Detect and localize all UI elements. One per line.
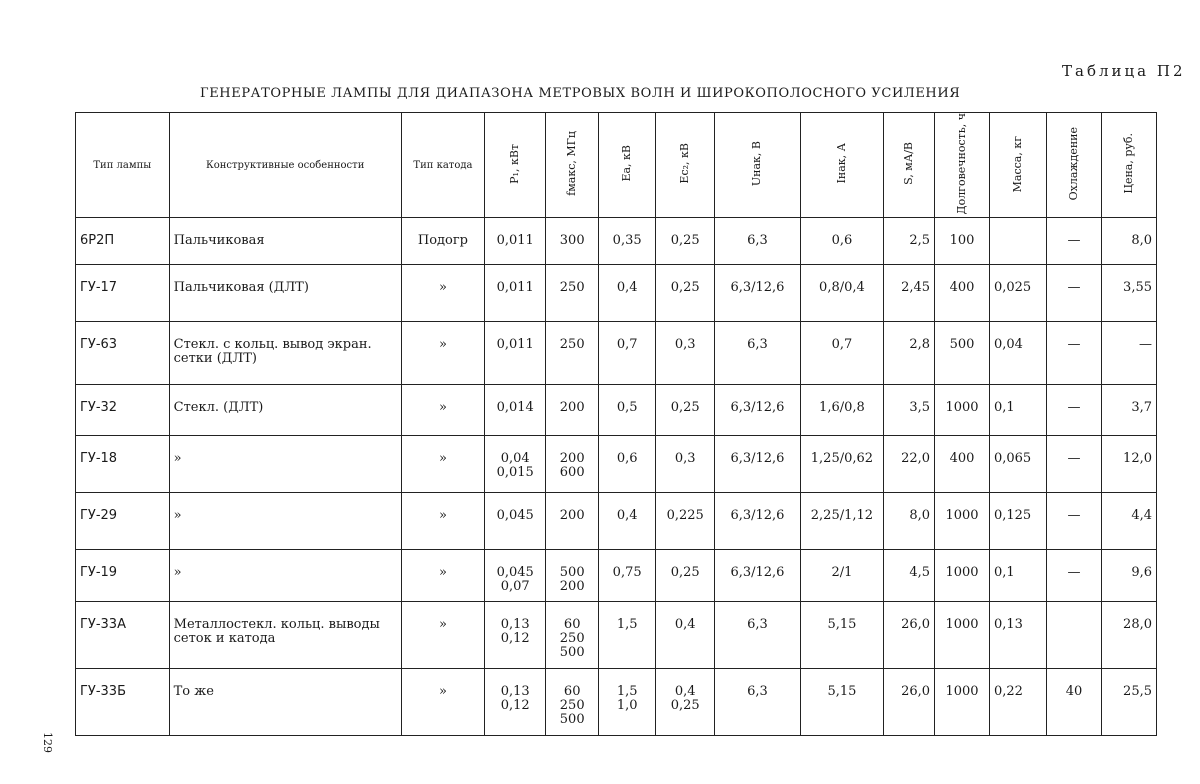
cell-uheat: 6,3/12,6 [715,493,801,550]
cell-fmax-value: 500 [559,565,585,581]
cell-price: 28,0 [1101,602,1156,669]
cell-fmax-value: 200 [559,451,585,467]
cell-fmax [546,550,599,602]
cell-fmax-value: 200 [559,508,585,524]
cell-life: 1000 [935,669,990,736]
cell-ea [599,550,656,602]
cell-mass: 0,13 [989,602,1046,669]
cell-cathode: » [401,436,484,493]
cell-fmax [546,385,599,436]
cell-fmax-value: 200 [559,400,585,416]
cell-ec2-value: 0,3 [674,451,696,467]
cell-fmax-value: 500 [559,712,585,728]
cell-mass [989,218,1046,265]
cell-cathode: » [401,493,484,550]
cell-mass: 0,1 [989,385,1046,436]
cell-ea-value: 1,0 [616,698,638,714]
cell-cooling: — [1046,218,1101,265]
cell-fmax-value: 250 [559,280,585,296]
cell-features: То же [169,669,401,736]
header-price-label: Цена, руб. [1121,133,1135,194]
cell-cathode: Подогр [401,218,484,265]
cell-cooling [1046,602,1101,669]
cell-power [485,669,546,736]
cell-ea-value: 0,35 [612,233,642,249]
cell-power-value: 0,07 [500,579,530,595]
cell-features: Стекл. с кольц. вывод экран. сетки (ДЛТ) [169,322,401,385]
cell-iheat: 0,7 [800,322,883,385]
cell-uheat: 6,3/12,6 [715,550,801,602]
cell-uheat: 6,3 [715,602,801,669]
cell-price: 4,4 [1101,493,1156,550]
cell-type: ГУ-19 [76,550,170,602]
cell-ec2-value: 0,25 [670,400,700,416]
cell-s: 2,5 [884,218,935,265]
cell-type: ГУ-33Б [76,669,170,736]
cell-price: 9,6 [1101,550,1156,602]
table-number-label: Таблица П2 [1062,62,1186,80]
cell-power-value: 0,015 [496,465,534,481]
cell-ea [599,436,656,493]
table-row [76,218,1157,265]
cell-ec2 [656,322,715,385]
cell-ec2 [656,602,715,669]
cell-power-value: 0,011 [496,280,534,296]
header-fmax-label: fмакс, МГц [565,131,579,197]
cell-mass: 0,22 [989,669,1046,736]
cell-fmax-value: 250 [559,631,585,647]
cell-fmax-value: 600 [559,465,585,481]
cell-power-value: 0,045 [496,565,534,581]
cell-ec2-value: 0,25 [670,280,700,296]
cell-iheat: 0,6 [800,218,883,265]
cell-power [485,550,546,602]
cell-price: 8,0 [1101,218,1156,265]
cell-power-value: 0,13 [500,617,530,633]
cell-price: 3,55 [1101,265,1156,322]
cell-power [485,436,546,493]
cell-ec2-value: 0,225 [666,508,704,524]
cell-power-value: 0,014 [496,400,534,416]
cell-fmax [546,322,599,385]
cell-iheat: 1,6/0,8 [800,385,883,436]
cell-power-value: 0,13 [500,684,530,700]
table-row [76,436,1157,493]
cell-cathode: » [401,550,484,602]
header-ec2 [656,113,715,218]
cell-life: 400 [935,265,990,322]
header-cooling-label: Охлаждение [1066,127,1080,201]
cell-ea-value: 0,7 [616,337,638,353]
cell-life: 100 [935,218,990,265]
header-mass-label: Масса, кг [1010,135,1024,192]
cell-type: ГУ-29 [76,493,170,550]
cell-cooling: — [1046,265,1101,322]
header-mass [989,113,1046,218]
cell-fmax-value: 200 [559,579,585,595]
cell-cathode: » [401,385,484,436]
cell-ea [599,265,656,322]
cell-cooling: — [1046,436,1101,493]
cell-ec2-value: 0,25 [670,233,700,249]
cell-type: 6Р2П [76,218,170,265]
header-life [935,113,990,218]
cell-features: Пальчиковая [169,218,401,265]
cell-fmax [546,493,599,550]
cell-life: 1000 [935,385,990,436]
cell-ec2 [656,218,715,265]
header-cathode: Тип катода [401,113,484,218]
cell-ec2 [656,265,715,322]
table-row [76,265,1157,322]
cell-iheat: 5,15 [800,669,883,736]
cell-fmax-value: 250 [559,698,585,714]
cell-s: 2,8 [884,322,935,385]
cell-uheat: 6,3/12,6 [715,436,801,493]
cell-features: Металлостекл. кольц. выводы сеток и катода [169,602,401,669]
cell-iheat: 1,25/0,62 [800,436,883,493]
cell-fmax-value: 250 [559,337,585,353]
cell-ea [599,218,656,265]
cell-price: 25,5 [1101,669,1156,736]
header-row [76,113,1157,218]
cell-power-value: 0,12 [500,698,530,714]
cell-cooling: — [1046,385,1101,436]
cell-mass: 0,065 [989,436,1046,493]
lamp-table [75,112,1157,736]
cell-cathode: » [401,669,484,736]
cell-power [485,218,546,265]
cell-power-value: 0,011 [496,337,534,353]
cell-ec2 [656,385,715,436]
cell-cooling: — [1046,550,1101,602]
cell-iheat: 2/1 [800,550,883,602]
cell-power [485,493,546,550]
cell-cooling: — [1046,493,1101,550]
cell-ea-value: 0,5 [616,400,638,416]
cell-cooling: — [1046,322,1101,385]
header-ec2-label: Eс₂, кВ [678,143,692,184]
header-s-label: S, мА/В [902,142,916,186]
cell-cooling: 40 [1046,669,1101,736]
cell-iheat: 5,15 [800,602,883,669]
header-iheat [800,113,883,218]
cell-ea [599,385,656,436]
cell-ea-value: 0,6 [616,451,638,467]
cell-ea-value: 1,5 [616,684,638,700]
cell-s: 2,45 [884,265,935,322]
cell-fmax [546,218,599,265]
cell-ea [599,669,656,736]
cell-uheat: 6,3 [715,322,801,385]
cell-ea-value: 1,5 [616,617,638,633]
cell-iheat: 2,25/1,12 [800,493,883,550]
cell-fmax-value: 60 [563,617,581,633]
cell-fmax-value: 300 [559,233,585,249]
cell-fmax [546,602,599,669]
cell-s: 22,0 [884,436,935,493]
cell-uheat: 6,3/12,6 [715,265,801,322]
cell-power [485,602,546,669]
cell-life: 1000 [935,493,990,550]
cell-ec2-value: 0,3 [674,337,696,353]
cell-life: 400 [935,436,990,493]
cell-cathode: » [401,265,484,322]
cell-life: 500 [935,322,990,385]
table-row [76,550,1157,602]
cell-ec2 [656,493,715,550]
cell-type: ГУ-63 [76,322,170,385]
cell-ec2-value: 0,4 [674,617,696,633]
cell-power [485,322,546,385]
header-fmax [546,113,599,218]
cell-features: » [169,436,401,493]
cell-life: 1000 [935,550,990,602]
page-number: 129 [41,732,54,753]
cell-ec2 [656,669,715,736]
table-row [76,385,1157,436]
header-iheat-label: Iнак, А [834,143,848,184]
cell-ea-value: 0,75 [612,565,642,581]
lamp-table-body [76,218,1157,736]
cell-cathode: » [401,322,484,385]
cell-fmax [546,669,599,736]
cell-iheat: 0,8/0,4 [800,265,883,322]
cell-ec2-value: 0,25 [670,565,700,581]
cell-s: 26,0 [884,602,935,669]
cell-power-value: 0,12 [500,631,530,647]
header-uheat-label: Uнак, В [750,141,764,187]
header-cooling [1046,113,1101,218]
cell-power-value: 0,04 [500,451,530,467]
header-life-label: Долговечность, ч [955,113,968,215]
cell-cathode: » [401,602,484,669]
cell-ea [599,322,656,385]
cell-mass: 0,04 [989,322,1046,385]
cell-s: 8,0 [884,493,935,550]
cell-uheat: 6,3 [715,669,801,736]
header-price [1101,113,1156,218]
header-s [884,113,935,218]
cell-power [485,265,546,322]
cell-price: 12,0 [1101,436,1156,493]
cell-fmax [546,436,599,493]
cell-mass: 0,1 [989,550,1046,602]
cell-s: 4,5 [884,550,935,602]
table-row [76,669,1157,736]
header-power-label: P₁, кВт [508,143,522,184]
cell-power-value: 0,011 [496,233,534,249]
cell-power-value: 0,045 [496,508,534,524]
cell-type: ГУ-32 [76,385,170,436]
cell-fmax [546,265,599,322]
cell-fmax-value: 60 [563,684,581,700]
cell-ec2-value: 0,25 [670,698,700,714]
cell-type: ГУ-33А [76,602,170,669]
cell-features: Пальчиковая (ДЛТ) [169,265,401,322]
cell-price: — [1101,322,1156,385]
cell-ec2 [656,436,715,493]
header-ea-label: Eа, кВ [620,145,634,182]
cell-price: 3,7 [1101,385,1156,436]
table-row [76,493,1157,550]
header-features: Конструктивные особенности [169,113,401,218]
cell-ea-value: 0,4 [616,280,638,296]
table-row [76,602,1157,669]
cell-uheat: 6,3/12,6 [715,385,801,436]
cell-ec2-value: 0,4 [674,684,696,700]
table-row [76,322,1157,385]
cell-ea [599,493,656,550]
cell-type: ГУ-18 [76,436,170,493]
cell-mass: 0,025 [989,265,1046,322]
cell-uheat: 6,3 [715,218,801,265]
cell-ea [599,602,656,669]
cell-s: 3,5 [884,385,935,436]
cell-ea-value: 0,4 [616,508,638,524]
cell-s: 26,0 [884,669,935,736]
header-power [485,113,546,218]
cell-fmax-value: 500 [559,645,585,661]
cell-features: » [169,493,401,550]
cell-type: ГУ-17 [76,265,170,322]
cell-features: Стекл. (ДЛТ) [169,385,401,436]
cell-power [485,385,546,436]
header-ea [599,113,656,218]
cell-ec2 [656,550,715,602]
header-type: Тип лампы [76,113,170,218]
cell-features: » [169,550,401,602]
table-caption: ГЕНЕРАТОРНЫЕ ЛАМПЫ ДЛЯ ДИАПАЗОНА МЕТРОВЫХ ВОЛН И ШИРОКОПОЛОСНОГО УСИЛЕНИЯ [200,86,961,101]
cell-life: 1000 [935,602,990,669]
header-uheat [715,113,801,218]
cell-mass: 0,125 [989,493,1046,550]
